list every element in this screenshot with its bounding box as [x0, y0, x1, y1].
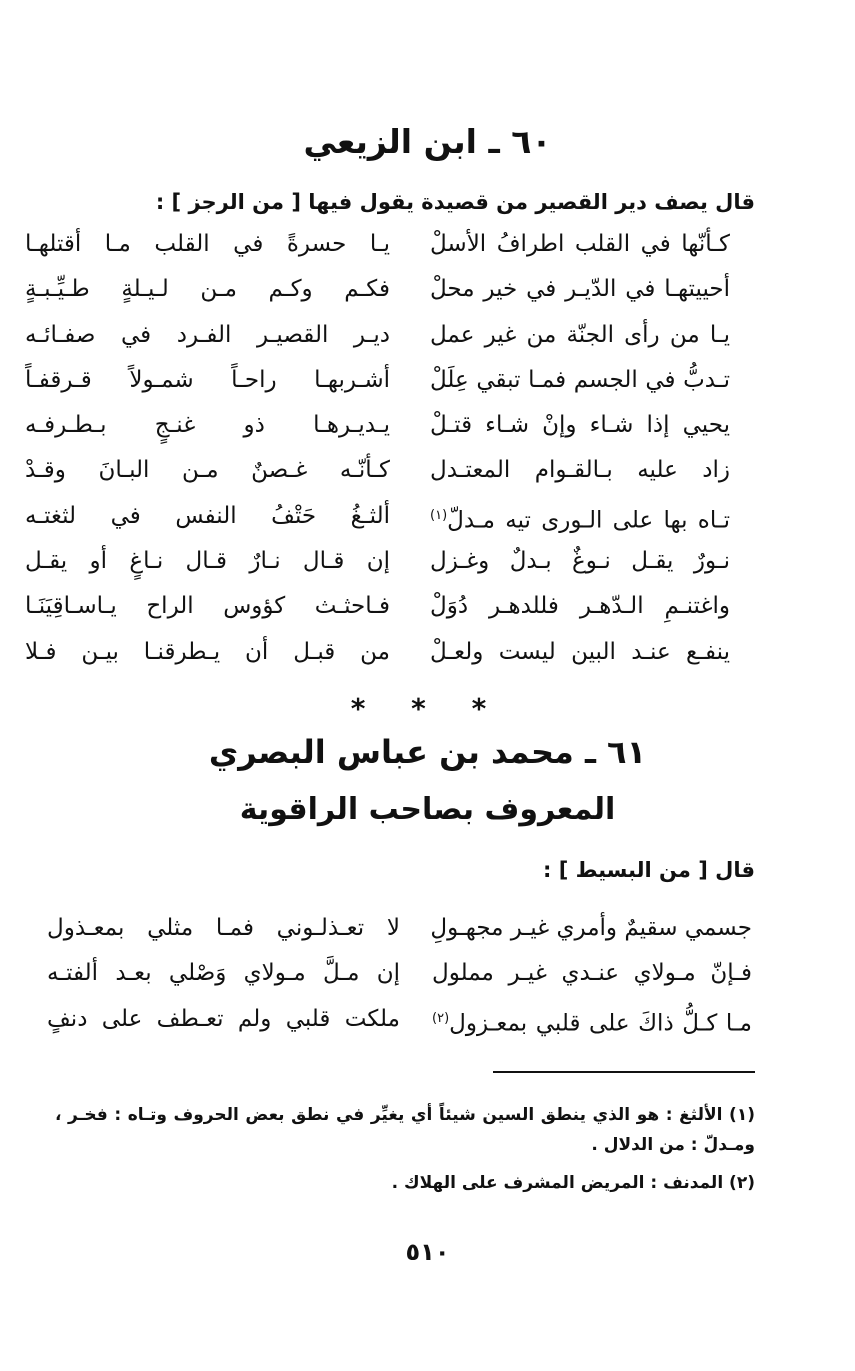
- page-number: ٥١٠: [405, 1238, 450, 1266]
- verse-second-hemistich: [430, 634, 730, 670]
- verse-first-hemistich: فـاحثـث كؤوس الراح يـاسـاقِيَنَـا: [25, 593, 390, 620]
- poem-verse: [0, 543, 855, 588]
- verse-second-hemistich: [430, 452, 730, 488]
- poem-verse: [0, 271, 855, 316]
- verse-second-hemistich-text: يحيي إذا شـاء وإنْ شـاء قتـلْ: [430, 412, 730, 439]
- verse-first-hemistich: فكـم وكـم مـن لـيـلةٍ طـيِّـبـةٍ: [25, 276, 390, 303]
- poem-verse: [0, 910, 855, 955]
- section-61-poem: [0, 910, 855, 1046]
- verse-second-hemistich: [430, 317, 730, 353]
- verse-first-hemistich: من قبـل أن يـطرقنـا بيـن فـلا: [25, 638, 390, 665]
- footnotes: [55, 1100, 755, 1198]
- verse-second-hemistich-text: أحييتهـا في الدّيـر في خير محلْ: [430, 276, 730, 303]
- verse-first-hemistich: ديـر القصيـر الفـرد في صفـائـه: [25, 321, 390, 348]
- footnote-1: (١) الألثغ : هو الذي ينطق السين شيئاً أي يغيِّر في نطق بعض الحروف وتـاه : فخـر ، ومـدلّ : من الدلال .: [55, 1105, 755, 1155]
- verse-second-hemistich-text: واغتنـمِ الـدّهـر فللدهـر دُوَلْ: [430, 593, 730, 620]
- verse-second-hemistich: [430, 226, 730, 262]
- verse-first-hemistich: يـا حسرةً في القلب مـا أقتلهـا: [25, 231, 390, 257]
- verse-first-hemistich: إن مـلَّ مـولاي وَصْلي بعـد ألفتـه: [47, 960, 400, 987]
- poem-verse: [0, 407, 855, 452]
- footnote-divider: [493, 1071, 755, 1073]
- verse-second-hemistich: [432, 910, 752, 946]
- verse-first-hemistich: ألثـغُ حَتْفُ النفس في لثغتـه: [25, 502, 390, 529]
- section-61-title: ٦١ ـ محمد بن عباس البصري: [208, 733, 647, 771]
- verse-first-hemistich: يـديـرهـا ذو غنـجٍ بـطـرفـه: [25, 412, 390, 439]
- poem-verse: [0, 362, 855, 407]
- section-separator: * * *: [350, 692, 505, 725]
- section-60-title: ٦٠ ـ ابن الزيعي: [303, 122, 552, 161]
- verse-second-hemistich-text: جسمي سقيمٌ وأمري غيـر مجهـولِ: [430, 915, 752, 941]
- section-60-poem: [0, 226, 855, 679]
- section-60-intro: قال يصف دير القصير من قصيدة يقول فيها [ من الرجز ] :: [155, 190, 755, 214]
- verse-first-hemistich: ملكت قلبي ولم تعـطف على دنفٍ: [47, 1005, 400, 1032]
- verse-first-hemistich: كـأنّـه غـصنٌ مـن البـانَ وقـدْ: [25, 457, 390, 484]
- poem-verse: [0, 955, 855, 1000]
- poem-verse: [0, 634, 855, 679]
- poem-verse: [0, 498, 855, 543]
- poem-verse: [0, 1001, 855, 1046]
- verse-second-hemistich: [432, 955, 752, 991]
- verse-second-hemistich: [432, 1001, 752, 1042]
- verse-second-hemistich-text: زاد عليه بـالقـوام المعتـدل: [430, 457, 730, 484]
- verse-second-hemistich-text: نـورٌ يقـل نـوغٌ بـدلٌ وغـزل: [430, 548, 730, 575]
- verse-second-hemistich-text: فـإنّ مـولاي عنـدي غيـر مملول: [432, 960, 752, 987]
- footnote-2: (٢) المدنف : المريض المشرف على الهلاك .: [391, 1173, 755, 1193]
- poem-verse: [0, 317, 855, 362]
- verse-second-hemistich: [430, 588, 730, 624]
- poem-verse: [0, 452, 855, 497]
- verse-second-hemistich: [430, 407, 730, 443]
- verse-second-hemistich: [430, 271, 730, 307]
- verse-second-hemistich: [430, 362, 730, 398]
- poem-verse: [0, 226, 855, 271]
- verse-second-hemistich: [430, 543, 730, 579]
- verse-second-hemistich-text: تـدبُّ في الجسم فمـا تبقي عِلَلْ: [430, 366, 730, 393]
- verse-second-hemistich-text: كـأنّها في القلب اطرافُ الأسلْ: [430, 231, 730, 257]
- verse-first-hemistich: أشـربهـا راحـاً شمـولاً قـرقفـاً: [25, 366, 390, 393]
- verse-first-hemistich: لا تعـذلـوني فمـا مثلي بمعـذول: [47, 915, 400, 941]
- section-61-intro: قال [ من البسيط ] :: [543, 858, 755, 882]
- footnote-marker: (٢): [432, 1010, 450, 1026]
- verse-second-hemistich: [430, 498, 730, 539]
- verse-second-hemistich-text: مـا كـلُّ ذاكَ على قلبي بمعـزول: [449, 1010, 752, 1037]
- verse-first-hemistich: إن قـال نـارٌ قـال نـاغٍ أو يقـل: [25, 548, 390, 575]
- verse-second-hemistich-text: ينفـع عنـد البين ليست ولعـلْ: [430, 638, 730, 665]
- footnote-marker: (١): [430, 507, 448, 523]
- verse-second-hemistich-text: تـاه بها على الـورى تيه مـدلّ: [447, 507, 730, 534]
- poem-verse: [0, 588, 855, 633]
- section-61-subtitle: المعروف بصاحب الراقوية: [239, 792, 616, 827]
- verse-second-hemistich-text: يـا من رأى الجنّة من غير عمل: [430, 321, 730, 348]
